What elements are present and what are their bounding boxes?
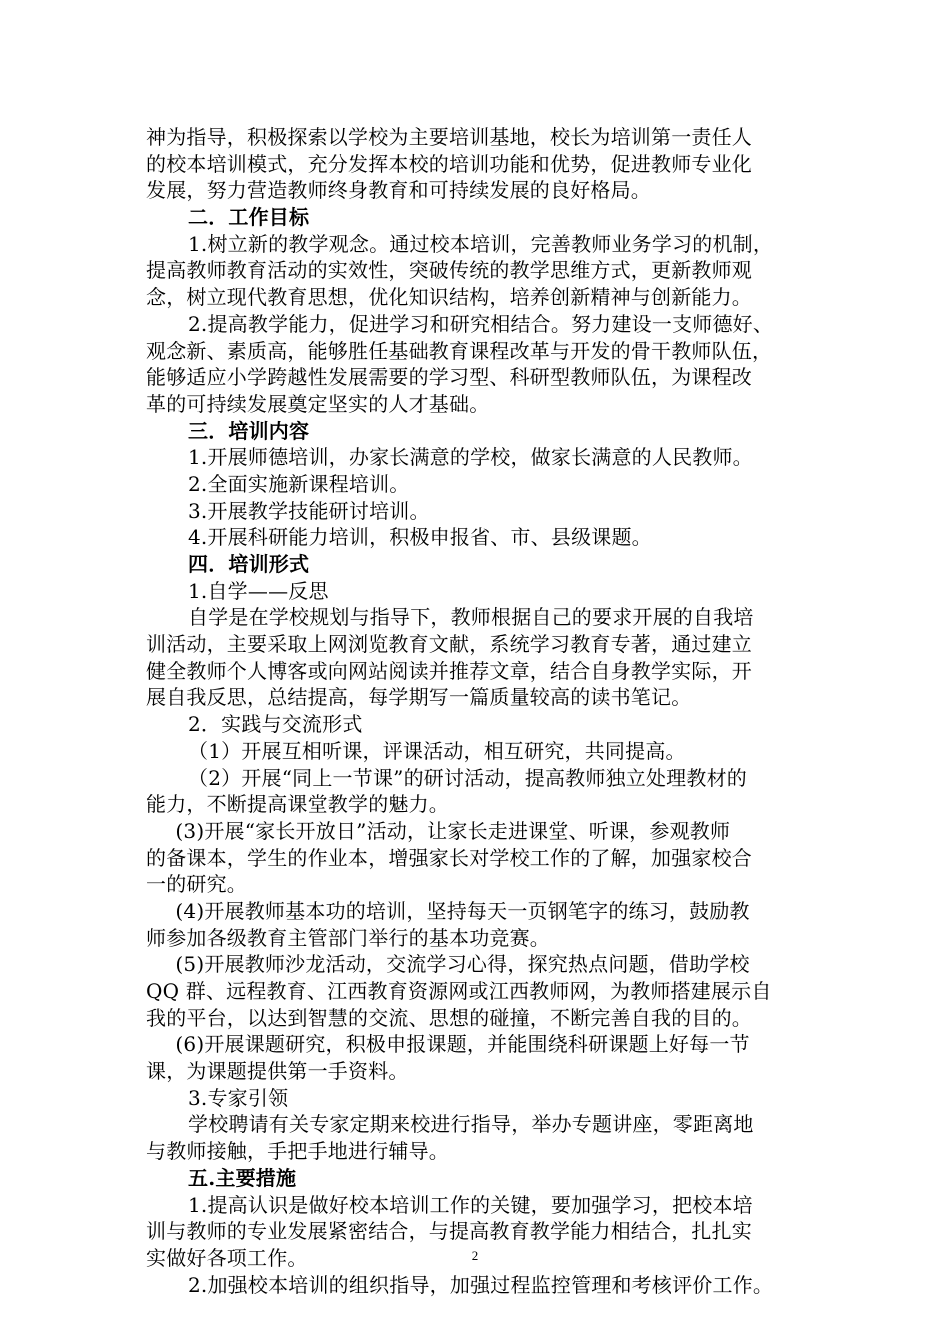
text-line: 念，树立现代教育思想，优化知识结构，培养创新精神与创新能力。 [146, 285, 752, 310]
text-line: 2.全面实施新课程培训。 [188, 471, 410, 496]
text-line: 革的可持续发展奠定坚实的人才基础。 [146, 391, 490, 416]
text-line: 观念新、素质高，能够胜任基础教育课程改革与开发的骨干教师队伍， [146, 338, 773, 363]
text-line: 1.提高认识是做好校本培训工作的关键，要加强学习，把校本培 [188, 1192, 753, 1217]
page-number: 2 [471, 1248, 479, 1263]
text-line: 1.开展师德培训，办家长满意的学校，做家长满意的人民教师。 [188, 445, 753, 470]
text-line: 自学是在学校规划与指导下，教师根据自己的要求开展的自我培 [188, 605, 754, 630]
text-line: 的备课本，学生的作业本，增强家长对学校工作的了解，加强家校合 [146, 845, 752, 870]
text-line: 我的平台，以达到智慧的交流、思想的碰撞，不断完善自我的目的。 [146, 1005, 752, 1030]
text-line: 健全教师个人博客或向网站阅读并推荐文章，结合自身教学实际，开 [146, 658, 752, 683]
text-line: 2.提高教学能力，促进学习和研究相结合。努力建设一支师德好、 [188, 311, 774, 336]
text-line: 一的研究。 [146, 872, 247, 897]
text-line: 展自我反思，总结提高，每学期写一篇质量较高的读书笔记。 [146, 685, 692, 710]
text-line: (5)开展教师沙龙活动，交流学习心得，探究热点问题，借助学校 [175, 952, 750, 977]
text-line: (3)开展“家长开放日”活动，让家长走进课堂、听课，参观教师 [175, 818, 731, 843]
text-line: 能够适应小学跨越性发展需要的学习型、科研型教师队伍，为课程改 [146, 365, 752, 390]
text-line: 的校本培训模式，充分发挥本校的培训功能和优势，促进教师专业化 [146, 151, 752, 176]
section-heading: 二．工作目标 [188, 205, 310, 230]
body-text [146, 124, 826, 1298]
text-line: 与教师接触，手把手地进行辅导。 [146, 1139, 449, 1164]
text-line: 1.树立新的教学观念。通过校本培训，完善教师业务学习的机制， [188, 231, 774, 256]
text-line: 3.开展教学技能研讨培训。 [188, 498, 430, 523]
text-line: (4)开展教师基本功的培训，坚持每天一页钢笔字的练习，鼓励教 [175, 898, 750, 923]
text-line: 神为指导，积极探索以学校为主要培训基地，校长为培训第一责任人 [146, 125, 752, 149]
text-line: (6)开展课题研究，积极申报课题，并能围绕科研课题上好每一节 [175, 1032, 750, 1057]
text-line: QQ 群、远程教育、江西教育资源网或江西教师网，为教师搭建展示自 [146, 979, 772, 1003]
section-heading: 三．培训内容 [188, 418, 310, 443]
text-line: 能力，不断提高课堂教学的魅力。 [146, 792, 449, 817]
text-line: 4.开展科研能力培训，积极申报省、市、县级课题。 [188, 525, 652, 550]
text-line: 1.自学——反思 [188, 578, 329, 603]
text-line: 训与教师的专业发展紧密结合，与提高教育教学能力相结合，扎扎实 [146, 1219, 752, 1244]
text-line: 2．实践与交流形式 [188, 712, 363, 737]
text-line: 师参加各级教育主管部门举行的基本功竞赛。 [146, 925, 550, 950]
text-line: 学校聘请有关专家定期来校进行指导，举办专题讲座，零距离地 [188, 1112, 754, 1137]
text-line: 课，为课题提供第一手资料。 [146, 1059, 409, 1084]
text-line: 2.加强校本培训的组织指导，加强过程监控管理和考核评价工作。 [188, 1272, 774, 1297]
text-line: 提高教师教育活动的实效性，突破传统的教学思维方式，更新教师观 [146, 258, 752, 283]
text-line: 实做好各项工作。 [146, 1245, 308, 1270]
text-line: 发展，努力营造教师终身教育和可持续发展的良好格局。 [146, 178, 651, 203]
section-heading: 五.主要措施 [188, 1165, 297, 1190]
text-line: （1）开展互相听课，评课活动，相互研究，共同提高。 [188, 738, 686, 763]
text-line: 3.专家引领 [188, 1085, 289, 1110]
text-line: （2）开展“同上一节课”的研讨活动，提高教师独立处理教材的 [188, 765, 747, 790]
section-heading: 四．培训形式 [188, 552, 310, 576]
text-line: 训活动，主要采取上网浏览教育文献，系统学习教育专著，通过建立 [146, 632, 752, 657]
